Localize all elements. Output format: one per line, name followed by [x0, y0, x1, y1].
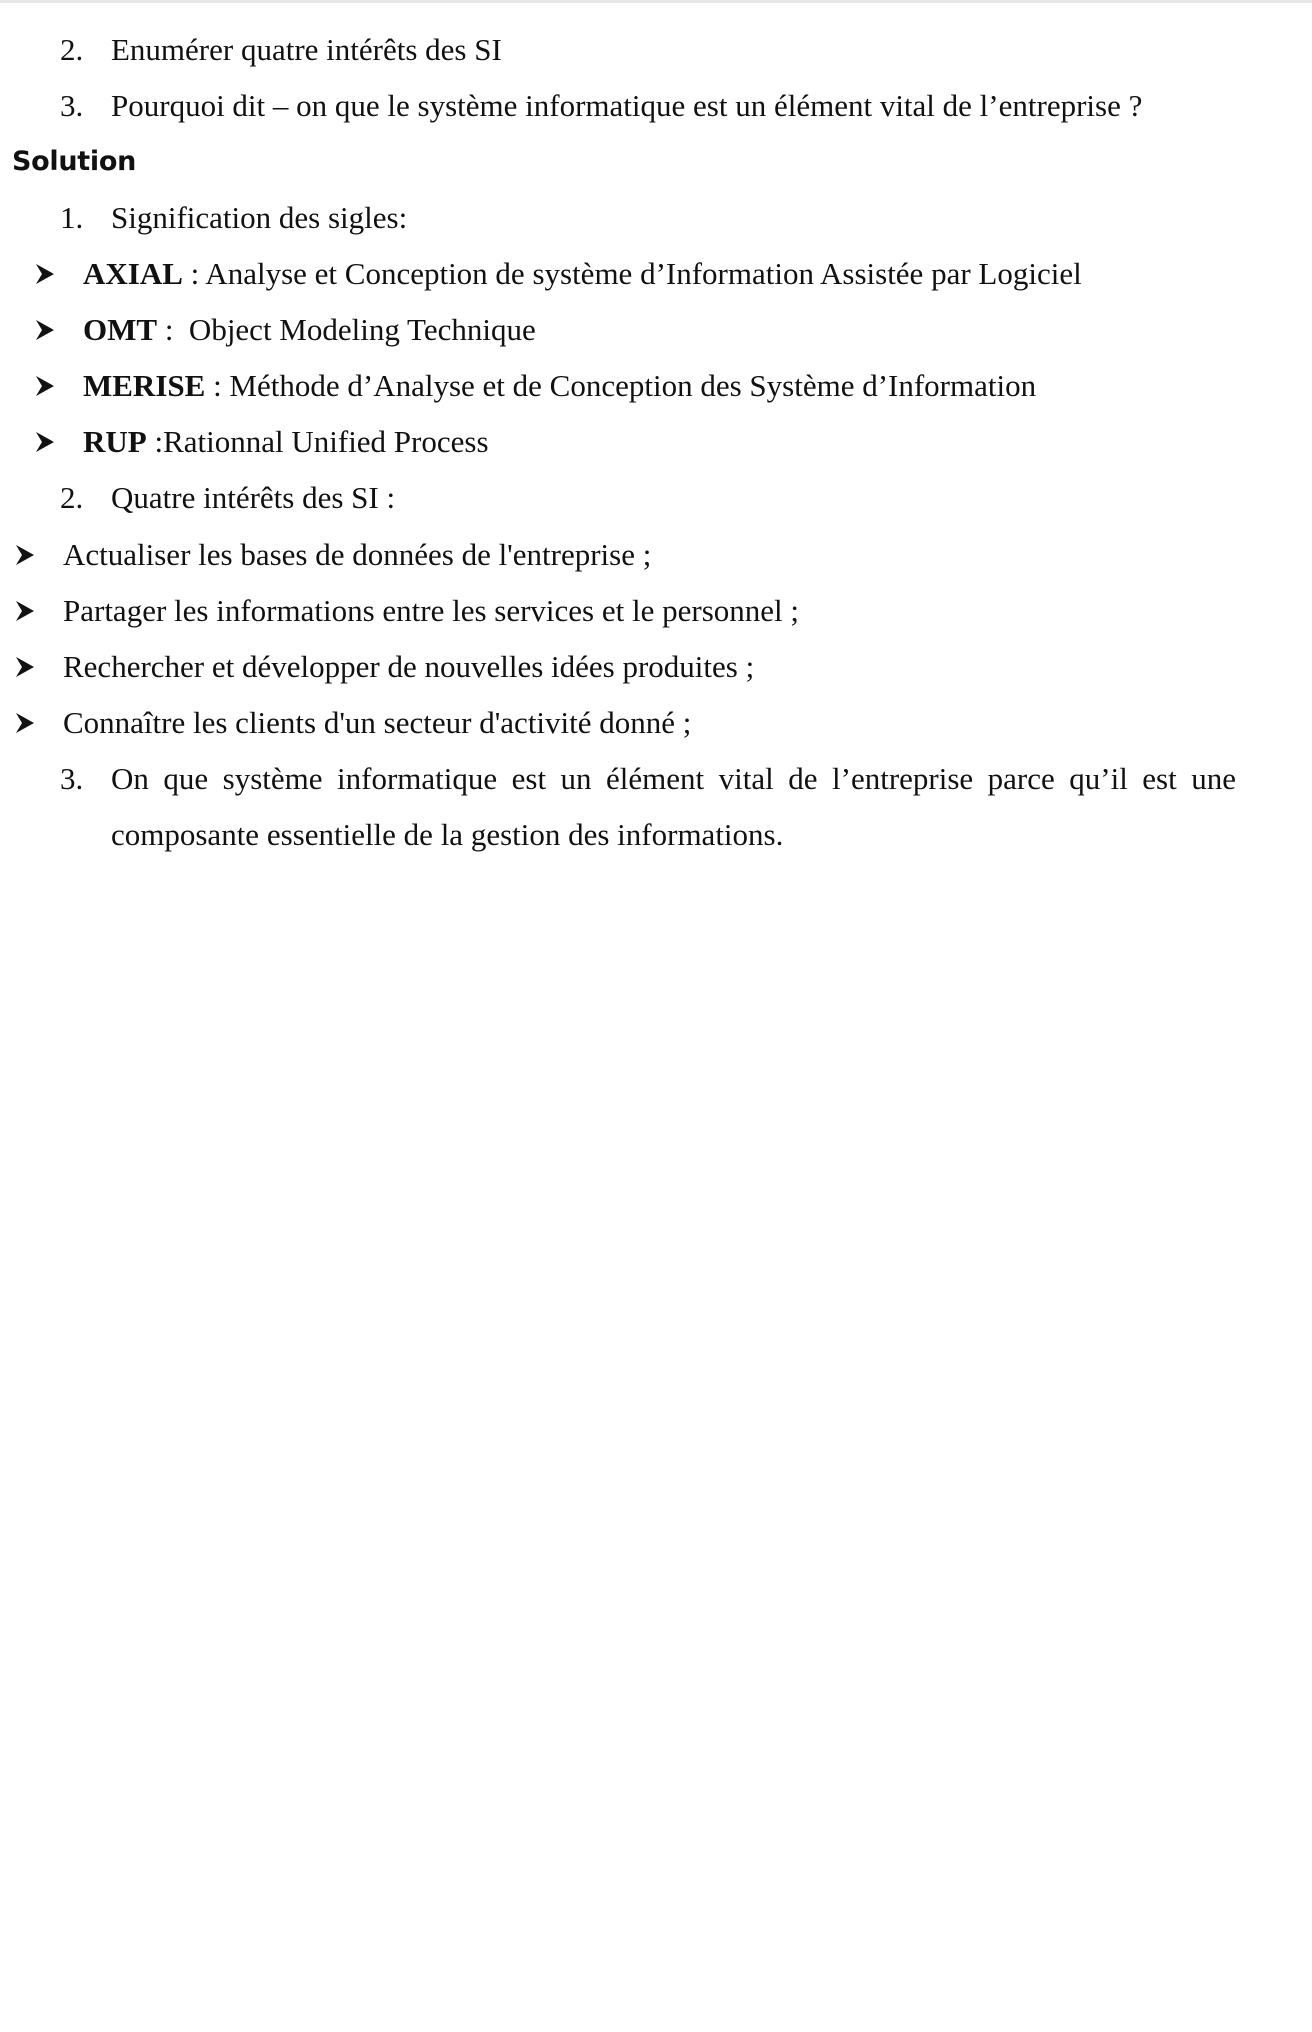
acronym-term: AXIAL: [83, 256, 183, 291]
acronym-term: RUP: [83, 424, 147, 459]
arrow-bullet-icon: [34, 302, 56, 358]
acronym-item: [0, 302, 1312, 358]
interest-text: Actualiser les bases de données de l'entreprise ;: [63, 537, 652, 572]
arrow-bullet-icon: [14, 583, 36, 639]
question-number: 2.: [60, 32, 84, 67]
arrow-bullet-icon: [34, 358, 56, 414]
question-text: Enumérer quatre intérêts des SI: [111, 32, 502, 67]
answer-text-line-1: On que système informatique est un élément vital de l’entreprise parce qu’il est une: [111, 761, 1236, 796]
question-item: [0, 22, 1312, 78]
part-number: 2.: [60, 480, 84, 515]
interest-item: [0, 527, 1312, 583]
arrow-bullet-icon: [14, 639, 36, 695]
acronym-definition: : Méthode d’Analyse et de Conception des Système d’Information: [205, 368, 1037, 403]
arrow-bullet-icon: [34, 414, 56, 470]
interest-item: [0, 639, 1312, 695]
question-item: [0, 78, 1312, 134]
question-text: Pourquoi dit – on que le système informatique est un élément vital de l’entreprise ?: [111, 88, 1143, 123]
acronym-item: [0, 358, 1312, 414]
interest-text: Connaître les clients d'un secteur d'activité donné ;: [63, 705, 692, 740]
part-title: Signification des sigles:: [111, 200, 408, 235]
arrow-bullet-icon: [34, 246, 56, 302]
arrow-bullet-icon: [14, 695, 36, 751]
acronym-term: OMT: [83, 312, 158, 347]
acronym-definition: :Rationnal Unified Process: [146, 424, 489, 459]
part-title: Quatre intérêts des SI :: [111, 480, 396, 515]
acronym-item: [0, 246, 1312, 302]
interest-text: Rechercher et développer de nouvelles idées produites ;: [63, 649, 755, 684]
solution-part-3: [0, 751, 1312, 807]
arrow-bullet-icon: [14, 527, 36, 583]
solution-heading: Solution: [12, 146, 137, 177]
acronym-definition: : Object Modeling Technique: [157, 312, 536, 347]
interest-item: [0, 695, 1312, 751]
solution-part-3-continued: [0, 807, 1312, 863]
acronym-definition: : Analyse et Conception de système d’Information Assistée par Logiciel: [182, 256, 1082, 291]
page-top-border: [0, 0, 1312, 3]
acronym-term: MERISE: [83, 368, 206, 403]
interest-text: Partager les informations entre les services et le personnel ;: [63, 593, 799, 628]
part-number: 3.: [60, 761, 84, 796]
interest-item: [0, 583, 1312, 639]
solution-part-title: [0, 470, 1312, 526]
acronym-item: [0, 414, 1312, 470]
answer-text-line-2: composante essentielle de la gestion des informations.: [111, 817, 784, 852]
part-number: 1.: [60, 200, 84, 235]
solution-part-title: [0, 190, 1312, 246]
question-number: 3.: [60, 88, 84, 123]
